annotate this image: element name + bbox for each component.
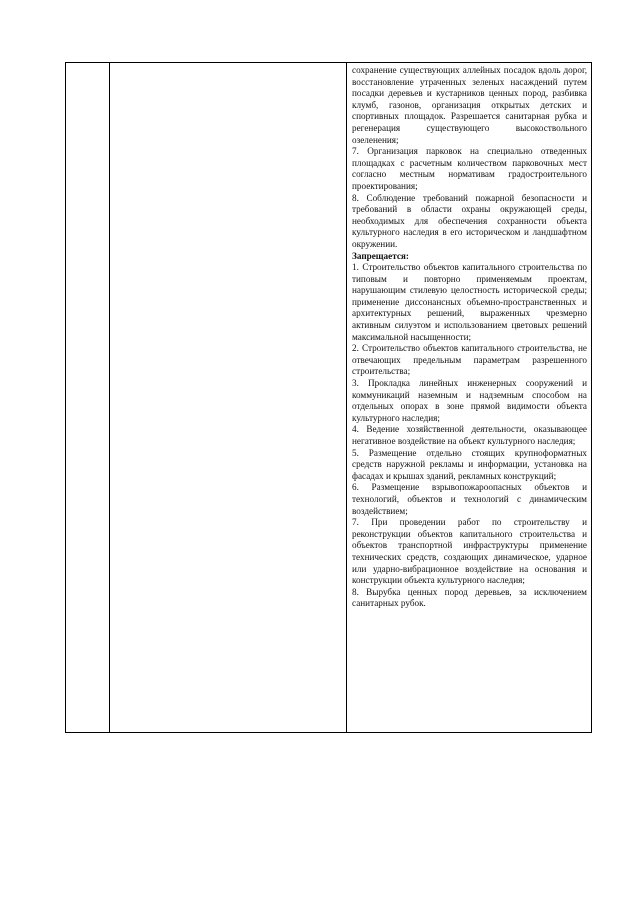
prohibited-item: 1. Строительство объектов капитального строительства по типовым и повторно применяемым проектам, нарушающим стилевую целостность исторической среды; применение диссонансных объемно-пространственных и архитектурных решений, выраженных чрезмерно активным силуэтом и использованием цветовых решений максимальной насыщенности; bbox=[352, 262, 587, 342]
prohibited-item: 4. Ведение хозяйственной деятельности, оказывающее негативное воздействие на объект культурного наследия; bbox=[352, 424, 587, 446]
prohibited-item: 6. Размещение взрывопожароопасных объектов и технологий, объектов и технологий с динамическим воздействием; bbox=[352, 482, 587, 516]
prohibited-item: 5. Размещение отдельно стоящих крупноформатных средств наружной рекламы и информации, установка на фасадах и крышах зданий, рекламных конструкций; bbox=[352, 447, 587, 481]
regulations-cell bbox=[352, 65, 587, 610]
prohibited-heading: Запрещается: bbox=[352, 250, 409, 261]
prohibited-item: 8. Вырубка ценных пород деревьев, за исключением санитарных рубок. bbox=[352, 586, 587, 609]
prohibited-item: 2. Строительство объектов капитального строительства, не отвечающих предельным параметрам разрешенного строительства; bbox=[352, 343, 587, 377]
allowed-item: 8. Соблюдение требований пожарной безопасности и требований в области охраны окружающей среды, необходимых для обеспечения сохранности объекта культурного наследия в его историческом и ландшафтном окружении. bbox=[352, 192, 587, 249]
column-divider-2 bbox=[346, 63, 347, 732]
prohibited-item: 7. При проведении работ по строительству и реконструкции объектов капитального строительства и объектов транспортной инфраструктуры применение технических средств, создающих динамическое, ударное или ударно-вибрационное воздействие на основания и конструкции объекта культурного наследия; bbox=[352, 517, 587, 586]
allowed-item: 7. Организация парковок на специально отведенных площадках с расчетным количеством парковочных мест согласно местным нормативам градостроительного проектирования; bbox=[352, 146, 587, 191]
regulations-table bbox=[65, 62, 592, 733]
prohibited-item: 3. Прокладка линейных инженерных сооружений и коммуникаций наземным и надземным способом на отдельных опорах в зоне прямой видимости объекта культурного наследия; bbox=[352, 378, 587, 423]
column-divider-1 bbox=[109, 63, 110, 732]
allowed-item: сохранение существующих аллейных посадок вдоль дорог, восстановление утраченных зеленых насаждений путем посадки деревьев и кустарников ценных пород, разбивка клумб, газонов, организация открытых детских и спортивных площадок. Разрешается санитарная рубка и регенерация существующего высокоствольного озеленения; bbox=[352, 65, 587, 145]
